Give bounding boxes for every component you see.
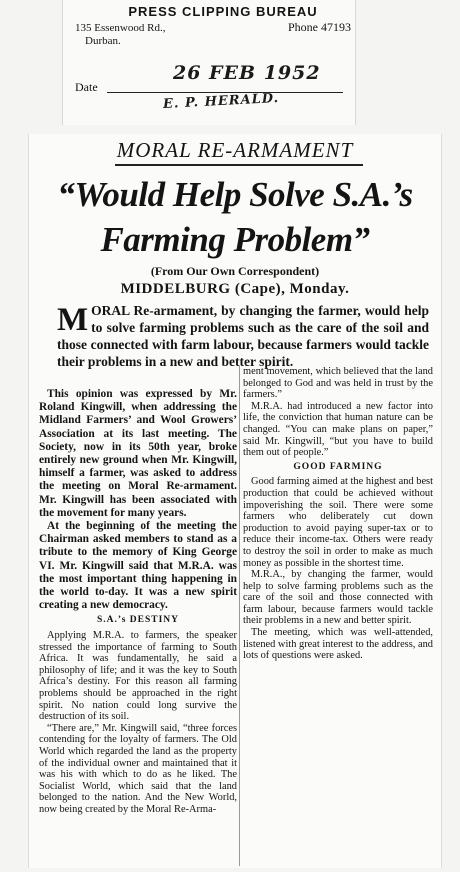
paragraph-applying: Applying M.R.A. to farmers, the speaker stressed the importance of farming to South Africa. It was fundamentally, he said a philosophy of life; and it was the key to South Africa’s destiny. For this reason all farming problems should be approached in the right spirit. No nation could long survive the destruction of its soil. (39, 630, 237, 723)
newspaper-clipping (28, 134, 442, 868)
left-column (39, 388, 237, 816)
address-line-2: Durban. (85, 35, 121, 47)
article-byline: (From Our Own Correspondent) (150, 264, 320, 278)
headline-line-1: “Would Help Solve S.A.’s (57, 175, 413, 214)
kicker-underline (115, 164, 363, 166)
handwritten-newspaper: E. P. HERALD. (162, 90, 280, 113)
lead-text: ORAL Re-armament, by changing the farmer, would help to solve farming problems such as the care of the soil and those connected with farm labour, because farmers would tackle their problems in a new and better spirit. (57, 303, 429, 369)
article-headline (29, 172, 441, 262)
bureau-address (75, 22, 165, 48)
address-line-1: 135 Essenwood Rd., (75, 22, 166, 34)
paragraph-intro: This opinion was expressed by Mr. Roland Kingwill, when addressing the Midland Farmers’ and Wool Growers’ Association at its last meeting. The Society, now in its 50th year, broke entirely new ground when Mr. Kingwill, himself a farmer, was asked to address the meeting on Moral Re-armament. Mr. Kingwill has been associated with the movement for many years. (39, 388, 237, 519)
headline-line-2: Farming Problem” (100, 220, 370, 259)
press-clipping-header (62, 0, 356, 125)
paragraph-tribute: At the beginning of the meeting the Chairman asked members to stand as a tribute to the memory of King George VI. Mr. Kingwill said that M.R.A. was the most important thing happening in the world to-day. It was a new spirit creating a new democracy. (39, 520, 237, 612)
paragraph-meeting: The meeting, which was well-attended, listened with great interest to the address, and lots of questions were asked. (243, 627, 433, 662)
bureau-name: PRESS CLIPPING BUREAU (128, 4, 318, 19)
lead-paragraph (57, 302, 429, 370)
paragraph-continued: ment movement, which believed that the land belonged to God and was held in trust by the farmers.” (243, 366, 433, 401)
bureau-phone: Phone 47193 (288, 20, 351, 34)
subhead-destiny: S.A.’s DESTINY (96, 615, 179, 626)
drop-cap: M (57, 302, 89, 338)
article-dateline: MIDDELBURG (Cape), Monday. (120, 281, 350, 297)
paragraph-three-forces: “There are,” Mr. Kingwill said, “three forces contending for the loyalty of farmers. The Old World which regarded the land as the property of the individual owner and maintained that it was his with which to do as he liked. The Socialist World, which said that the land belonged to the nation. And the New World, now being created by the Moral Re-Arma- (39, 722, 237, 815)
handwritten-date: 26 FEB 1952 (173, 62, 321, 84)
date-label: Date (75, 80, 98, 94)
paragraph-good-farming: Good farming aimed at the highest and best production that could be achieved without impoverishing the soil. There were some farmers who deliberately cut down production to avoid paying super-tax or to reduce their income-tax. Others were ready to destroy the soil in order to make as much money as possible in the shortest time. (243, 476, 433, 569)
paragraph-new-factor: M.R.A. had introduced a new factor into life, the conviction that human nature can be changed. “You can make plans on paper,” said Mr. Kingwill, “but you have to build them out of people.” (243, 400, 433, 459)
column-divider (239, 366, 240, 866)
subhead-good-farming: GOOD FARMING (293, 461, 383, 472)
right-column (243, 366, 433, 662)
article-kicker: MORAL RE-ARMAMENT (116, 138, 354, 162)
paragraph-mra-changing: M.R.A., by changing the farmer, would help to solve farming problems such as the care of the soil and those connected with farm labour, because farmers would tackle their problems in a new and better spirit. (243, 569, 433, 627)
